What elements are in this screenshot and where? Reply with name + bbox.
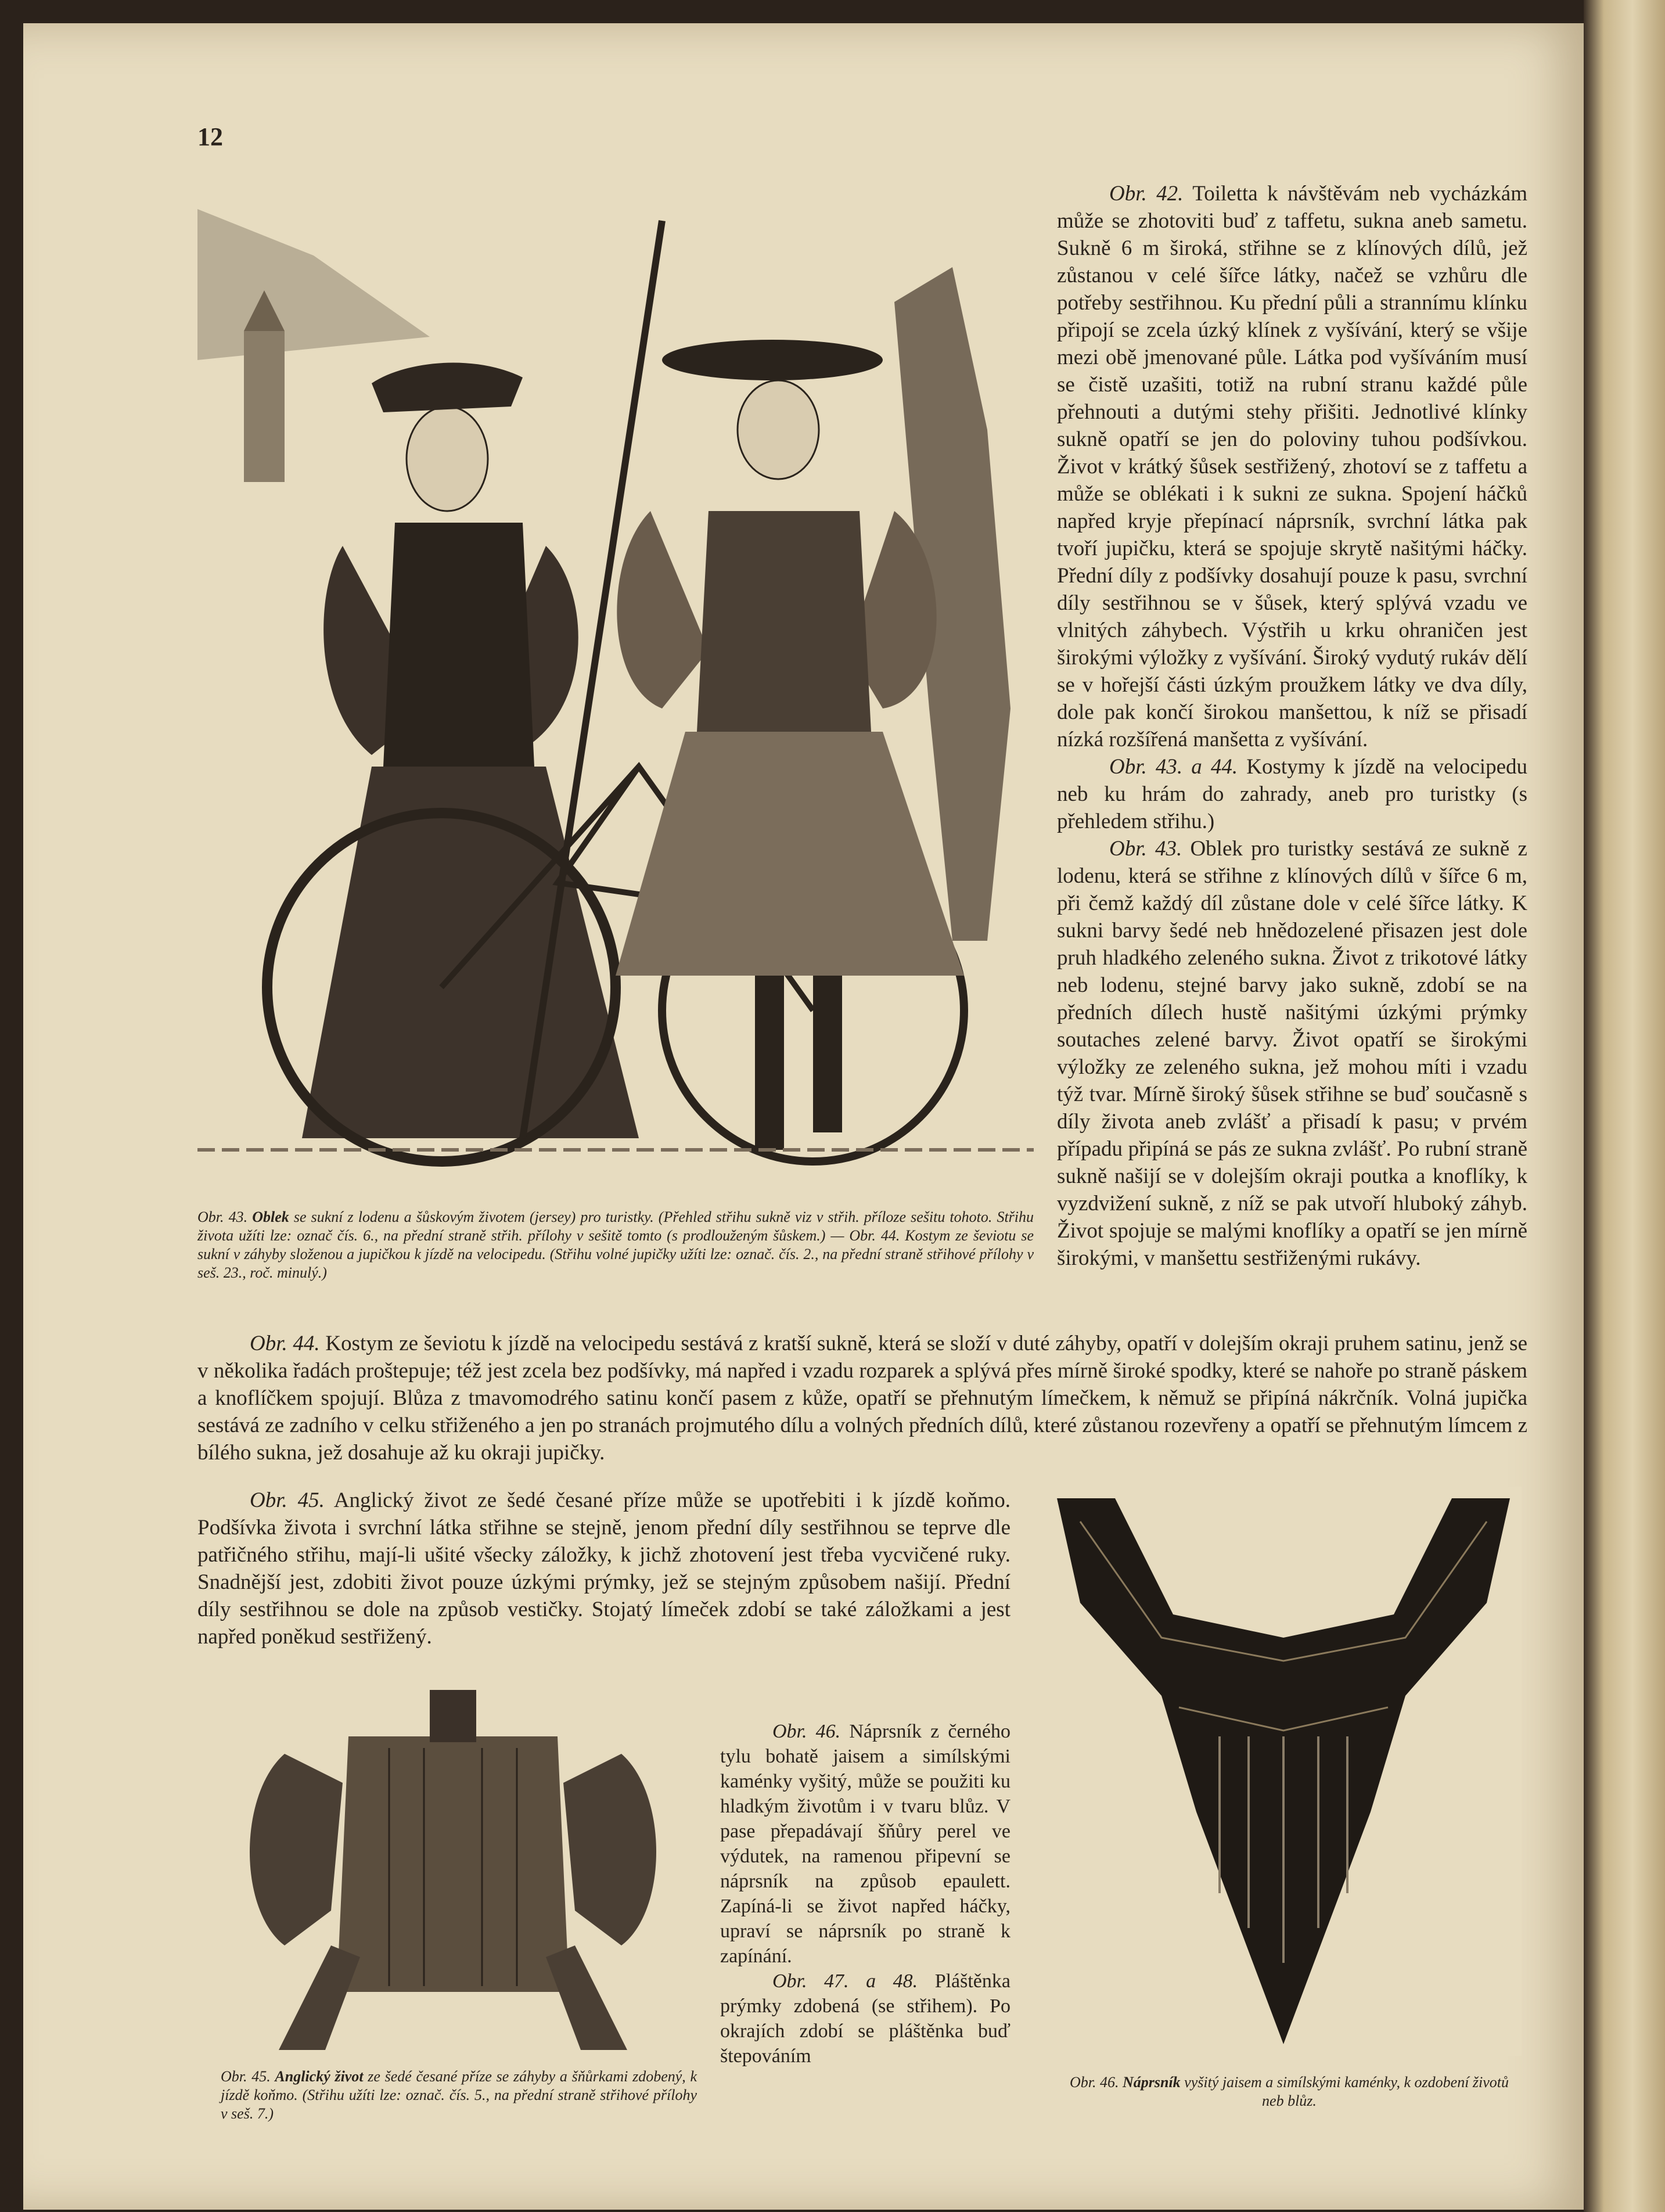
- paragraph-obr46: [720, 1719, 1010, 1969]
- english-bodice-engraving: [215, 1667, 691, 2062]
- ref-obr45: Obr. 45.: [250, 1488, 325, 1512]
- paragraph-obr45: [197, 1487, 1010, 1650]
- text-obr47-48: Pláštěnka prýmky zdobená (se střihem). Po okrajích zdobí se pláštěnka buď štepováním: [720, 1970, 1010, 2067]
- text-obr43: Oblek pro turistky sestává ze sukně z lodenu, která se střihne z klínových dílů v šířce 6 m, při čemž každý díl zůstane dole v celé šířce látky. K sukni barvy šedé neb hnědozelené přisazen jest dole pruh hladkého zeleného sukna. Život z trikotové látky neb lodenu, stejné barvy jako sukně, zdobí se na předních dílech hustě našitými úzkými prýmky soutaches zelené barvy. Život opatří se širokými výložky ze zeleného sukna, jež mohou míti i vzadu týž tvar. Mírně široký šůsek střihne se buď současně s díly života aneb zvlášť a přisadí k pasu; v prvém případu připíná se pás ze sukna zvlášť. Po rubní straně sukně našijí se v dolejším okraji poutka a knoflíky, k vyzdvižení sukně, z níž se pak utvoří hluboký záhyb. Život spojuje se malými knoflíky a opatří se jen mírně širokými, v manšettu sestřiženými rukávy.: [1057, 837, 1527, 1270]
- text-obr42: Toiletta k návštěvám neb vycházkám může se zhotoviti buď z taffetu, sukna aneb sametu. Sukně 6 m široká, střihne se z klínových dílů, jež zůstanou v celé šířce látky, načež se vzhůru dle potřeby sestřihnou. Ku přední půli a strannímu klínku připojí se zcela úzký klínek z vyšívání, který se všije mezi obě jmenované půle. Látka pod vyšíváním musí se čistě uzašiti, totiž na rubní stranu každé půle přehnouti a dutými stehy přišiti. Jednotlivé klínky sukně opatří se jen do poloviny tuhou podšívkou. Život v krátký šůsek sestřižený, zhotoví se z taffetu a může se oblékati i k sukni ze sukna. Spojení háčků napřed kryje přepínací náprsník, svrchní látka pak tvoří jupičku, která se spojuje skrytě našitými háčky. Přední díly z podšívky dosahují pouze k pasu, svrchní díly sestřihnou se v šůsek, který splývá vzadu ve vlnitých záhybech. Výstřih u krku ohraničen jest širokými výložky z vyšívání. Široký vydutý rukáv dělí se v hořejší části úzkým proužkem látky ve dva díly, dole pak končí širokou manšettou, k níž se přisadí nízká rozšířená manšetta z vyšívání.: [1057, 182, 1527, 751]
- caption-fig45: [221, 2067, 697, 2123]
- paragraph-obr43-44: [1057, 753, 1527, 835]
- paragraph-obr42: [1057, 180, 1527, 753]
- cycling-costumes-engraving: [197, 186, 1034, 1185]
- caption-fig45-text: ze šedé česané příze se záhyby a šňůrkami zdobený, k jízdě koňmo. (Střihu užíti lze: označ. čís. 5., na přední straně střihové přílohy v seš. 7.): [221, 2068, 697, 2122]
- caption-fig45-bold: Anglický život: [275, 2068, 364, 2085]
- right-column: [1057, 180, 1527, 1272]
- text-obr43-44: Kostymy k jízdě na velocipedu neb ku hrám do zahrady, aneb pro turistky (s přehledem střihu.): [1057, 755, 1527, 833]
- paragraph-obr44: [197, 1330, 1527, 1466]
- ref-obr42: Obr. 42.: [1109, 182, 1184, 206]
- narrow-column: [720, 1719, 1010, 2069]
- caption-fig46-ref: Obr. 46.: [1069, 2074, 1119, 2091]
- illustration-english-bodice: [215, 1667, 691, 2062]
- text-obr44: Kostym ze ševiotu k jízdě na velocipedu sestává z kratší sukně, která se složí v duté záhyby, opatří v dolejším okraji pruhem satinu, jenž se v několika řadách proštepuje; též jest zcela bez podšívky, má napřed i vzadu rozparek a splývá přes mírně široké spodky, které se nahoře po straně páskem a knoflíčkem spojují. Blůza z tmavomodrého satinu končí pasem z kůže, opatří se přehnutým límečkem, k němuž se připíná nákrčník. Volná jupička sestává ze zadního v celku střiženého a jen po stranách projmutého dílu a volných předních dílů, které zůstanou rozevřeny a opatří se přehnutým límcem z bílého sukna, jež dosahuje až ku okraji jupičky.: [197, 1332, 1527, 1465]
- magazine-page: [23, 23, 1594, 2210]
- beaded-plastron-engraving: [1045, 1487, 1522, 2056]
- ref-obr43-44: Obr. 43. a 44.: [1109, 755, 1238, 779]
- caption-fig46-text: vyšitý jaisem a simílskými kaménky, k ozdobení životů neb blůz.: [1184, 2074, 1509, 2109]
- ref-obr47-48: Obr. 47. a 48.: [772, 1970, 918, 1992]
- caption-fig46: [1063, 2073, 1516, 2110]
- text-obr45: Anglický život ze šedé česané příze může se upotřebiti i k jízdě koňmo. Podšívka života i svrchní látka střihne se stejně, jenom přední díly sestřihnou se teprve dle patřičného střihu, mají-li ušité všecky záložky, k jichž zhotovení jest třeba vycvičené ruky. Snadnější jest, zdobiti život pouze úzkými prýmky, jež se stejným způsobem našijí. Přední díly sestřihnou se dole na způsob vestičky. Stojatý límeček zdobí se také záložkami a jest napřed poněkud sestřižený.: [197, 1488, 1010, 1649]
- paragraph-obr47-48: [720, 1969, 1010, 2069]
- full-width-paragraph: [197, 1330, 1527, 1466]
- caption-fig46-bold: Náprsník: [1122, 2074, 1181, 2091]
- middle-column: [197, 1487, 1010, 1650]
- text-obr46: Náprsník z černého tylu bohatě jaisem a simílskými kaménky vyšitý, může se použiti ku hladkým životům i v tvaru blůz. V pase přepadávají šňůry perel ve výdutek, na ramenou připevní se náprsník na způsob epaulett. Zapíná-li se život napřed háčky, upraví se náprsník po straně k zapínání.: [720, 1721, 1010, 1967]
- page-edge: [1584, 0, 1665, 2212]
- page-number: 12: [197, 123, 223, 151]
- caption-fig43: [197, 1208, 1034, 1282]
- ref-obr46: Obr. 46.: [772, 1721, 841, 1742]
- ref-obr43: Obr. 43.: [1109, 837, 1182, 861]
- caption-fig43-bold: Oblek: [252, 1208, 289, 1225]
- caption-fig43-ref: Obr. 43.: [197, 1208, 248, 1225]
- paragraph-obr43: [1057, 835, 1527, 1272]
- ref-obr44: Obr. 44.: [250, 1332, 320, 1355]
- caption-fig45-ref: Obr. 45.: [221, 2068, 271, 2085]
- caption-fig43-text: se sukní z lodenu a šůskovým životem (jersey) pro turistky. (Přehled střihu sukně viz v střih. příloze sešitu tohoto. Střihu života užíti lze: označ čís. 6., na přední straně střih. přílohy v sešitě tomto (s prodlouženým šůskem.) — Obr. 44. Kostym ze ševiotu se sukní v záhyby složenou a jupičkou k jízdě na velocipedu. (Střihu volné jupičky užíti lze: označ. čís. 2., na přední straně střihové přílohy v seš. 23., roč. minulý.): [197, 1208, 1034, 1281]
- illustration-cycling-costumes: [197, 186, 1034, 1185]
- illustration-beaded-plastron: [1045, 1487, 1522, 2056]
